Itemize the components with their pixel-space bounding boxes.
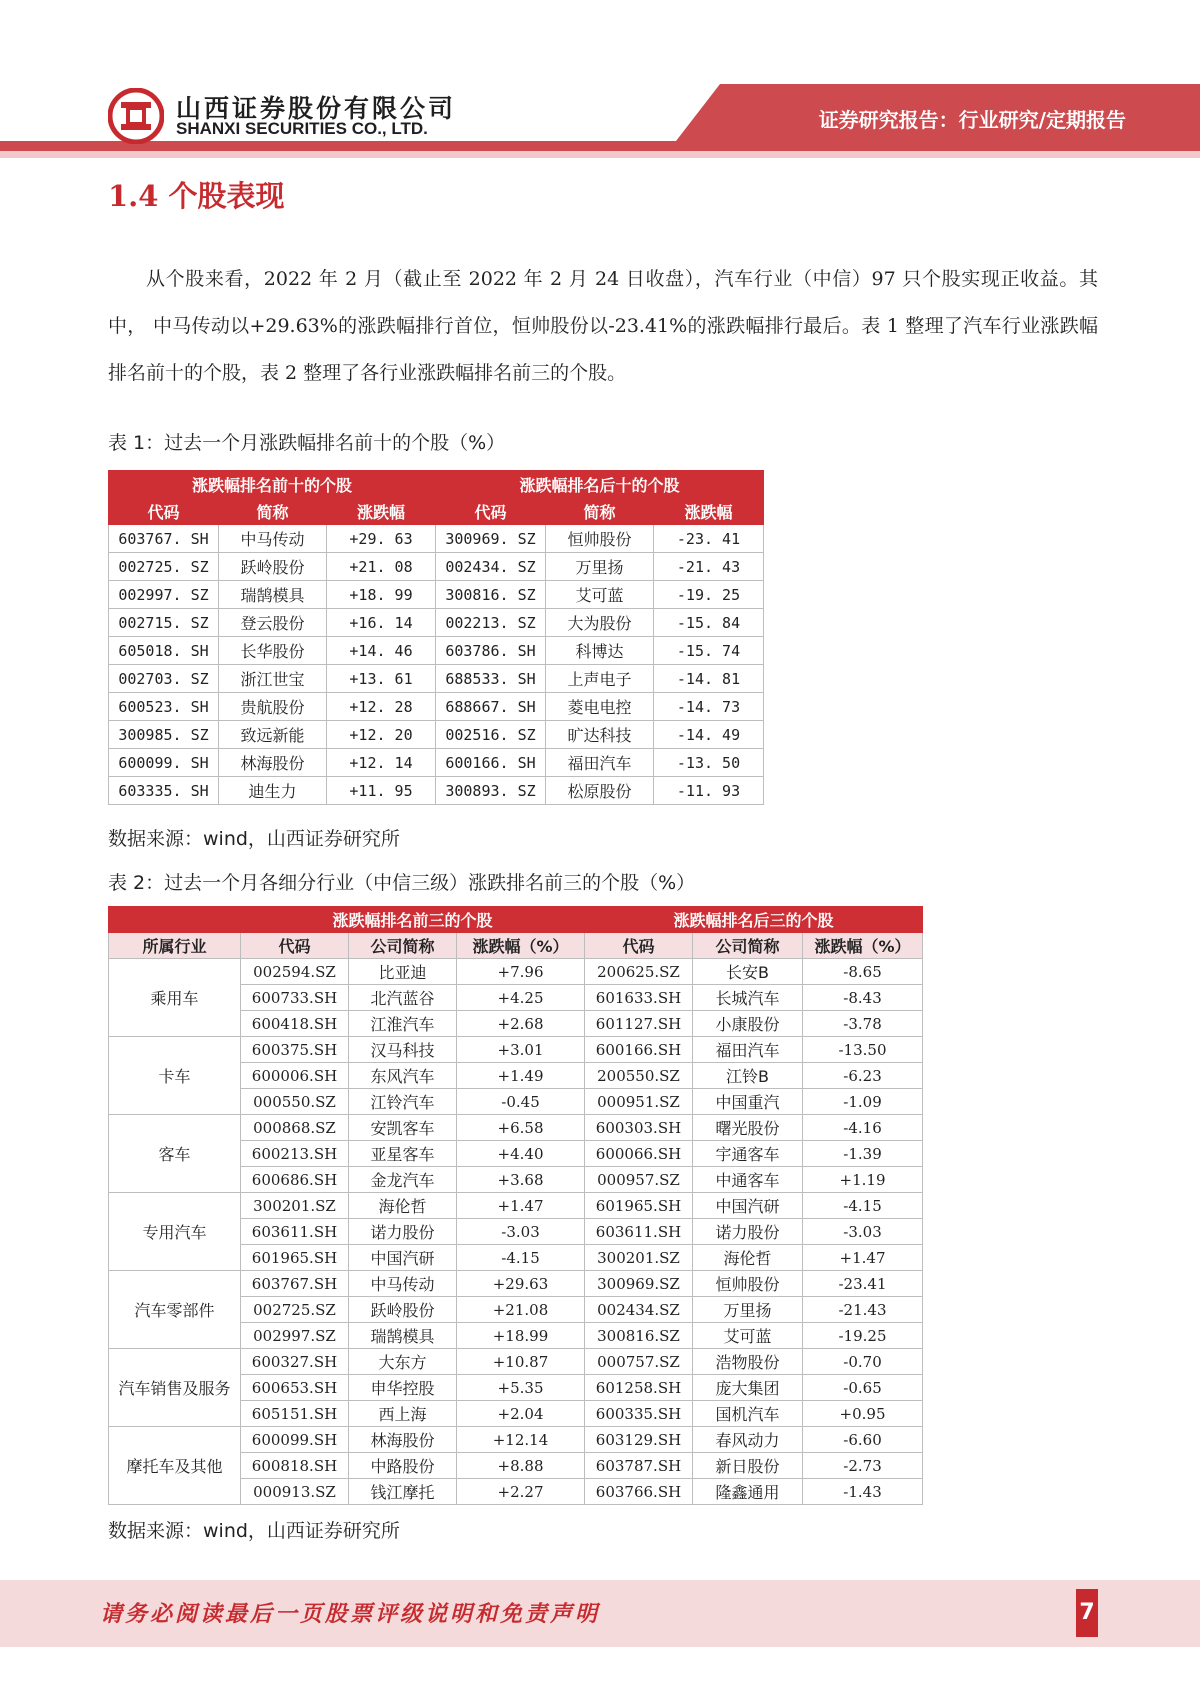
stock-name: 大东方 xyxy=(349,1349,457,1375)
stock-change: +5.35 xyxy=(457,1375,585,1401)
stock-name: 浙江世宝 xyxy=(219,665,327,693)
stock-name: 艾可蓝 xyxy=(546,581,654,609)
industry-cell: 客车 xyxy=(109,1115,241,1193)
stock-code: 603611.SH xyxy=(241,1219,349,1245)
stock-code: 601258.SH xyxy=(585,1375,693,1401)
stock-change: -3.03 xyxy=(457,1219,585,1245)
stock-change: +12.14 xyxy=(457,1427,585,1453)
table-row xyxy=(109,1193,923,1219)
table2-corner xyxy=(109,907,241,933)
stock-change: +29. 63 xyxy=(327,525,436,553)
table-row xyxy=(109,777,764,805)
stock-code: 603786. SH xyxy=(436,637,546,665)
stock-name: 曙光股份 xyxy=(693,1115,803,1141)
stock-code: 200625.SZ xyxy=(585,959,693,985)
stock-code: 601127.SH xyxy=(585,1011,693,1037)
stock-change: +7.96 xyxy=(457,959,585,985)
table-row xyxy=(109,721,764,749)
stock-name: 贵航股份 xyxy=(219,693,327,721)
stock-name: 跃岭股份 xyxy=(219,553,327,581)
stock-code: 600818.SH xyxy=(241,1453,349,1479)
stock-change: -1.39 xyxy=(803,1141,923,1167)
stock-code: 600099.SH xyxy=(241,1427,349,1453)
stock-change: +1.47 xyxy=(457,1193,585,1219)
stock-code: 603767.SH xyxy=(241,1271,349,1297)
table-row xyxy=(109,749,764,777)
table1-group-top: 涨跌幅排名前十的个股 xyxy=(109,471,436,498)
stock-name: 中国汽研 xyxy=(349,1245,457,1271)
table1-source: 数据来源：wind，山西证券研究所 xyxy=(108,828,400,850)
table1-col-change: 涨跌幅 xyxy=(327,498,436,525)
stock-name: 海伦哲 xyxy=(349,1193,457,1219)
stock-change: -0.65 xyxy=(803,1375,923,1401)
table2-caption: 表 2：过去一个月各细分行业（中信三级）涨跌排名前三的个股（%） xyxy=(108,872,696,894)
stock-name: 迪生力 xyxy=(219,777,327,805)
table1-col-change: 涨跌幅 xyxy=(654,498,764,525)
stock-change: +11. 95 xyxy=(327,777,436,805)
company-name-en: SHANXI SECURITIES CO., LTD. xyxy=(176,119,428,138)
section-title: 1.4 个股表现 xyxy=(108,179,285,213)
stock-name: 林海股份 xyxy=(219,749,327,777)
stock-change: +21. 08 xyxy=(327,553,436,581)
stock-name: 长安B xyxy=(693,959,803,985)
stock-name: 江淮汽车 xyxy=(349,1011,457,1037)
stock-name: 恒帅股份 xyxy=(546,525,654,553)
stock-change: -23.41 xyxy=(803,1271,923,1297)
stock-name: 亚星客车 xyxy=(349,1141,457,1167)
stock-code: 603767. SH xyxy=(109,525,219,553)
industry-cell: 汽车零部件 xyxy=(109,1271,241,1349)
stock-change: -23. 41 xyxy=(654,525,764,553)
stock-name: 大为股份 xyxy=(546,609,654,637)
stock-name: 安凯客车 xyxy=(349,1115,457,1141)
table2-group-bottom: 涨跌幅排名后三的个股 xyxy=(585,907,923,933)
stock-change: -14. 49 xyxy=(654,721,764,749)
table1 xyxy=(108,470,764,805)
stock-code: 600099. SH xyxy=(109,749,219,777)
stock-code: 600303.SH xyxy=(585,1115,693,1141)
table-row xyxy=(109,693,764,721)
table-row xyxy=(109,1115,923,1141)
stock-name: 新日股份 xyxy=(693,1453,803,1479)
stock-name: 北汽蓝谷 xyxy=(349,985,457,1011)
stock-change: +12. 14 xyxy=(327,749,436,777)
stock-code: 603129.SH xyxy=(585,1427,693,1453)
stock-code: 605151.SH xyxy=(241,1401,349,1427)
table2-col-change: 涨跌幅（%） xyxy=(457,933,585,959)
stock-change: -4.15 xyxy=(803,1193,923,1219)
table-row xyxy=(109,1427,923,1453)
stock-name: 长城汽车 xyxy=(693,985,803,1011)
table2 xyxy=(108,906,923,1505)
stock-change: -19.25 xyxy=(803,1323,923,1349)
stock-code: 002725. SZ xyxy=(109,553,219,581)
stock-name: 金龙汽车 xyxy=(349,1167,457,1193)
stock-change: +14. 46 xyxy=(327,637,436,665)
stock-change: +6.58 xyxy=(457,1115,585,1141)
stock-change: -0.45 xyxy=(457,1089,585,1115)
stock-change: +4.40 xyxy=(457,1141,585,1167)
stock-code: 600733.SH xyxy=(241,985,349,1011)
stock-name: 江铃汽车 xyxy=(349,1089,457,1115)
stock-code: 600327.SH xyxy=(241,1349,349,1375)
stock-name: 万里扬 xyxy=(693,1297,803,1323)
industry-cell: 卡车 xyxy=(109,1037,241,1115)
stock-code: 000550.SZ xyxy=(241,1089,349,1115)
page-number: 7 xyxy=(1076,1589,1098,1637)
stock-change: -1.43 xyxy=(803,1479,923,1505)
stock-name: 宇通客车 xyxy=(693,1141,803,1167)
table-row xyxy=(109,525,764,553)
paragraph-text: 从个股来看，2022 年 2 月（截止至 2022 年 2 月 24 日收盘），汽车行业（中信）97 只个股实现正收益。其中， 中马传动以+29.63%的涨跌幅排行首位，恒帅股份以-23.41%的涨跌幅排行最后。表 1 整理了汽车行业涨跌幅排名前十的个股，表 2 整理了各行业涨跌幅排名前三的个股。 xyxy=(108,268,1098,384)
stock-code: 601965.SH xyxy=(241,1245,349,1271)
industry-cell: 专用汽车 xyxy=(109,1193,241,1271)
report-type: 证券研究报告：行业研究/定期报告 xyxy=(818,108,1126,132)
stock-code: 300969.SZ xyxy=(585,1271,693,1297)
stock-name: 旷达科技 xyxy=(546,721,654,749)
stock-change: +1.49 xyxy=(457,1063,585,1089)
stock-name: 汉马科技 xyxy=(349,1037,457,1063)
stock-code: 603766.SH xyxy=(585,1479,693,1505)
stock-name: 庞大集团 xyxy=(693,1375,803,1401)
stock-change: +4.25 xyxy=(457,985,585,1011)
stock-name: 申华控股 xyxy=(349,1375,457,1401)
stock-change: -14. 81 xyxy=(654,665,764,693)
table-row xyxy=(109,609,764,637)
stock-change: -6.60 xyxy=(803,1427,923,1453)
footer-disclaimer: 请务必阅读最后一页股票评级说明和免责声明 xyxy=(100,1601,601,1627)
stock-name: 钱江摩托 xyxy=(349,1479,457,1505)
table2-col-code: 代码 xyxy=(585,933,693,959)
table-row xyxy=(109,637,764,665)
stock-code: 002715. SZ xyxy=(109,609,219,637)
table-row xyxy=(109,1037,923,1063)
stock-name: 菱电电控 xyxy=(546,693,654,721)
stock-code: 603335. SH xyxy=(109,777,219,805)
table2-col-code: 代码 xyxy=(241,933,349,959)
stock-change: +10.87 xyxy=(457,1349,585,1375)
stock-change: +12. 20 xyxy=(327,721,436,749)
table-row xyxy=(109,665,764,693)
stock-name: 艾可蓝 xyxy=(693,1323,803,1349)
table2-col-change: 涨跌幅（%） xyxy=(803,933,923,959)
stock-code: 000913.SZ xyxy=(241,1479,349,1505)
stock-code: 600213.SH xyxy=(241,1141,349,1167)
stock-code: 600166.SH xyxy=(585,1037,693,1063)
stock-change: -2.73 xyxy=(803,1453,923,1479)
stock-code: 600066.SH xyxy=(585,1141,693,1167)
stock-change: -8.65 xyxy=(803,959,923,985)
stock-name: 国机汽车 xyxy=(693,1401,803,1427)
body-paragraph xyxy=(108,256,1098,397)
stock-name: 中马传动 xyxy=(219,525,327,553)
stock-name: 比亚迪 xyxy=(349,959,457,985)
stock-code: 603611.SH xyxy=(585,1219,693,1245)
stock-name: 福田汽车 xyxy=(546,749,654,777)
stock-name: 西上海 xyxy=(349,1401,457,1427)
stock-name: 海伦哲 xyxy=(693,1245,803,1271)
stock-code: 002703. SZ xyxy=(109,665,219,693)
stock-code: 300893. SZ xyxy=(436,777,546,805)
table-row xyxy=(109,1271,923,1297)
stock-change: -1.09 xyxy=(803,1089,923,1115)
stock-name: 瑞鹄模具 xyxy=(349,1323,457,1349)
stock-name: 致远新能 xyxy=(219,721,327,749)
stock-code: 002725.SZ xyxy=(241,1297,349,1323)
stock-name: 中马传动 xyxy=(349,1271,457,1297)
stock-change: -19. 25 xyxy=(654,581,764,609)
table2-col-name: 公司简称 xyxy=(349,933,457,959)
table1-col-code: 代码 xyxy=(109,498,219,525)
stock-name: 中通客车 xyxy=(693,1167,803,1193)
industry-cell: 乘用车 xyxy=(109,959,241,1037)
stock-code: 600686.SH xyxy=(241,1167,349,1193)
stock-name: 上声电子 xyxy=(546,665,654,693)
stock-change: +8.88 xyxy=(457,1453,585,1479)
stock-name: 中国汽研 xyxy=(693,1193,803,1219)
stock-change: +18.99 xyxy=(457,1323,585,1349)
stock-change: +1.47 xyxy=(803,1245,923,1271)
stock-change: -4.15 xyxy=(457,1245,585,1271)
stock-name: 登云股份 xyxy=(219,609,327,637)
stock-name: 林海股份 xyxy=(349,1427,457,1453)
table2-group-top: 涨跌幅排名前三的个股 xyxy=(241,907,585,933)
table1-col-code: 代码 xyxy=(436,498,546,525)
stock-change: +13. 61 xyxy=(327,665,436,693)
company-logo-icon xyxy=(108,88,164,144)
stock-change: +29.63 xyxy=(457,1271,585,1297)
stock-change: +2.68 xyxy=(457,1011,585,1037)
stock-name: 中路股份 xyxy=(349,1453,457,1479)
stock-change: +2.04 xyxy=(457,1401,585,1427)
stock-change: +2.27 xyxy=(457,1479,585,1505)
stock-name: 万里扬 xyxy=(546,553,654,581)
stock-code: 600335.SH xyxy=(585,1401,693,1427)
stock-code: 603787.SH xyxy=(585,1453,693,1479)
stock-code: 300816.SZ xyxy=(585,1323,693,1349)
stock-name: 春风动力 xyxy=(693,1427,803,1453)
stock-change: -13. 50 xyxy=(654,749,764,777)
stock-name: 福田汽车 xyxy=(693,1037,803,1063)
stock-change: -13.50 xyxy=(803,1037,923,1063)
stock-code: 601633.SH xyxy=(585,985,693,1011)
stock-code: 600166. SH xyxy=(436,749,546,777)
stock-code: 000868.SZ xyxy=(241,1115,349,1141)
stock-code: 002434. SZ xyxy=(436,553,546,581)
table2-source: 数据来源：wind，山西证券研究所 xyxy=(108,1520,400,1542)
stock-change: +18. 99 xyxy=(327,581,436,609)
stock-change: +1.19 xyxy=(803,1167,923,1193)
stock-name: 跃岭股份 xyxy=(349,1297,457,1323)
stock-code: 605018. SH xyxy=(109,637,219,665)
stock-change: -15. 84 xyxy=(654,609,764,637)
stock-code: 600523. SH xyxy=(109,693,219,721)
table1-group-bottom: 涨跌幅排名后十的个股 xyxy=(436,471,764,498)
stock-code: 000757.SZ xyxy=(585,1349,693,1375)
stock-change: -11. 93 xyxy=(654,777,764,805)
table-row xyxy=(109,553,764,581)
stock-code: 688533. SH xyxy=(436,665,546,693)
stock-code: 600375.SH xyxy=(241,1037,349,1063)
stock-code: 002516. SZ xyxy=(436,721,546,749)
stock-change: -6.23 xyxy=(803,1063,923,1089)
table1-caption: 表 1：过去一个月涨跌幅排名前十的个股（%） xyxy=(108,432,506,454)
stock-code: 300985. SZ xyxy=(109,721,219,749)
stock-change: -15. 74 xyxy=(654,637,764,665)
table1-col-name: 简称 xyxy=(219,498,327,525)
stock-change: -0.70 xyxy=(803,1349,923,1375)
stock-name: 浩物股份 xyxy=(693,1349,803,1375)
stock-name: 瑞鹄模具 xyxy=(219,581,327,609)
stock-change: -21. 43 xyxy=(654,553,764,581)
stock-name: 隆鑫通用 xyxy=(693,1479,803,1505)
stock-name: 长华股份 xyxy=(219,637,327,665)
stock-code: 600418.SH xyxy=(241,1011,349,1037)
stock-change: -14. 73 xyxy=(654,693,764,721)
stock-name: 江铃B xyxy=(693,1063,803,1089)
stock-change: -8.43 xyxy=(803,985,923,1011)
stock-change: -3.78 xyxy=(803,1011,923,1037)
stock-name: 松原股份 xyxy=(546,777,654,805)
stock-code: 688667. SH xyxy=(436,693,546,721)
industry-cell: 汽车销售及服务 xyxy=(109,1349,241,1427)
stock-code: 002434.SZ xyxy=(585,1297,693,1323)
stock-code: 000951.SZ xyxy=(585,1089,693,1115)
stock-change: +0.95 xyxy=(803,1401,923,1427)
stock-change: -4.16 xyxy=(803,1115,923,1141)
stock-code: 002594.SZ xyxy=(241,959,349,985)
company-name-cn: 山西证券股份有限公司 xyxy=(176,94,457,123)
stock-change: -21.43 xyxy=(803,1297,923,1323)
table-row xyxy=(109,1349,923,1375)
stock-change: +12. 28 xyxy=(327,693,436,721)
stock-code: 000957.SZ xyxy=(585,1167,693,1193)
stock-code: 600653.SH xyxy=(241,1375,349,1401)
stock-code: 600006.SH xyxy=(241,1063,349,1089)
table-row xyxy=(109,581,764,609)
stock-code: 300201.SZ xyxy=(241,1193,349,1219)
stock-change: +3.68 xyxy=(457,1167,585,1193)
stock-code: 300816. SZ xyxy=(436,581,546,609)
stock-code: 002213. SZ xyxy=(436,609,546,637)
table1-col-name: 简称 xyxy=(546,498,654,525)
stock-code: 300201.SZ xyxy=(585,1245,693,1271)
stock-code: 300969. SZ xyxy=(436,525,546,553)
stock-change: +21.08 xyxy=(457,1297,585,1323)
stock-change: -3.03 xyxy=(803,1219,923,1245)
stock-name: 诺力股份 xyxy=(693,1219,803,1245)
stock-code: 601965.SH xyxy=(585,1193,693,1219)
stock-name: 诺力股份 xyxy=(349,1219,457,1245)
stock-code: 002997.SZ xyxy=(241,1323,349,1349)
table-row xyxy=(109,959,923,985)
stock-code: 002997. SZ xyxy=(109,581,219,609)
table2-col-industry: 所属行业 xyxy=(109,933,241,959)
stock-name: 小康股份 xyxy=(693,1011,803,1037)
stock-name: 中国重汽 xyxy=(693,1089,803,1115)
table2-col-name: 公司简称 xyxy=(693,933,803,959)
page-header xyxy=(0,0,1200,160)
industry-cell: 摩托车及其他 xyxy=(109,1427,241,1505)
stock-code: 200550.SZ xyxy=(585,1063,693,1089)
stock-name: 东风汽车 xyxy=(349,1063,457,1089)
stock-name: 恒帅股份 xyxy=(693,1271,803,1297)
stock-change: +3.01 xyxy=(457,1037,585,1063)
stock-name: 科博达 xyxy=(546,637,654,665)
stock-change: +16. 14 xyxy=(327,609,436,637)
